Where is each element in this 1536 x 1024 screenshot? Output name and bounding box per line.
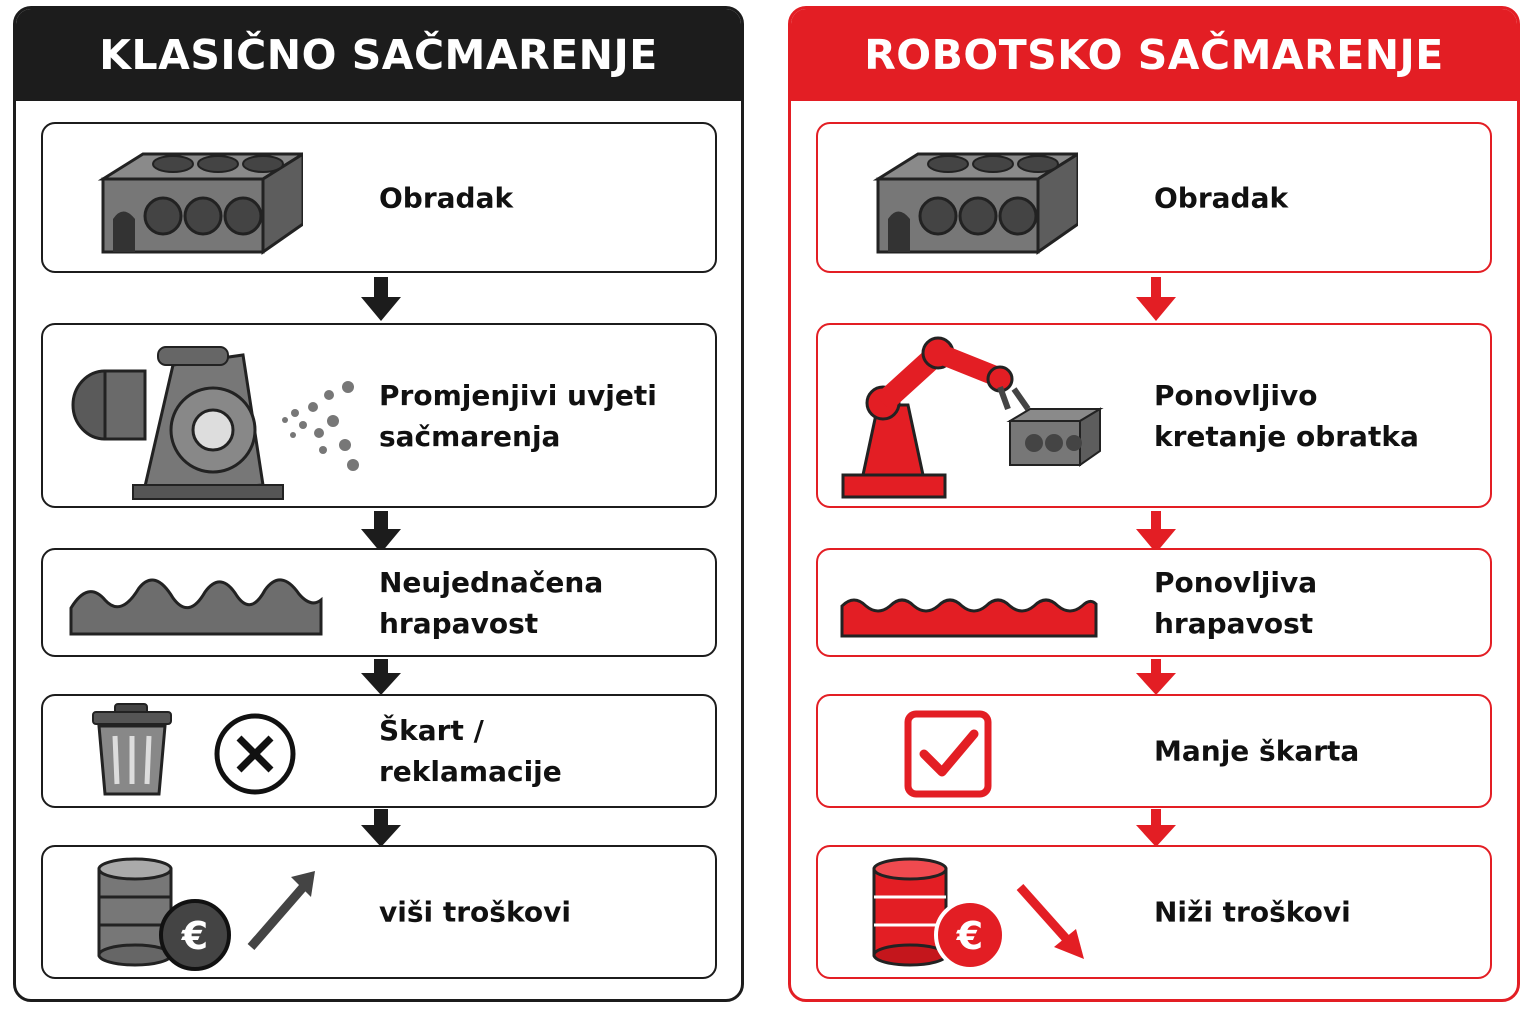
classic-panel-title: KLASIČNO SAČMARENJE: [16, 9, 741, 101]
flow-arrow-down-icon: [1136, 277, 1176, 323]
classic-step-roughness: [41, 548, 717, 657]
checkbox-icon: [838, 696, 1118, 810]
coins-euro-arrow-up-icon: [63, 847, 343, 981]
robotic-step-label: Ponovljiva hrapavost: [1154, 565, 1318, 640]
uniform-roughness-profile-icon: [838, 550, 1098, 659]
coins-euro-arrow-down-icon: [838, 847, 1118, 981]
flow-arrow-down-icon: [1136, 659, 1176, 697]
robot-arm-icon: [838, 325, 1138, 510]
classic-step-label: Škart / reklamacije: [379, 714, 562, 788]
robotic-blasting-panel: [788, 6, 1520, 1002]
euro-symbol: €: [956, 914, 984, 958]
robotic-step-label: Ponovljivo kretanje obratka: [1154, 378, 1419, 453]
robotic-step-label: Manje škarta: [1154, 734, 1360, 768]
classic-step-costs: [41, 845, 717, 979]
classic-step-label: viši troškovi: [379, 895, 571, 929]
engine-block-icon: [838, 124, 1078, 274]
classic-step-label: Promjenjivi uvjeti sačmarenja: [379, 378, 657, 453]
flow-arrow-down-icon: [1136, 809, 1176, 849]
robotic-step-label: Obradak: [1154, 181, 1289, 214]
trash-and-reject-icon: [63, 696, 343, 810]
robotic-step-repeatable-motion: [816, 323, 1492, 508]
flow-arrow-down-icon: [361, 809, 401, 849]
robotic-step-roughness: [816, 548, 1492, 657]
classic-step-blasting-conditions: [41, 323, 717, 508]
engine-block-icon: [63, 124, 303, 274]
robotic-step-workpiece: [816, 122, 1492, 273]
shot-blasting-turbine-icon: [63, 325, 363, 510]
robotic-step-costs: [816, 845, 1492, 979]
classic-step-label: Obradak: [379, 181, 514, 214]
robotic-step-less-rejects: [816, 694, 1492, 808]
flow-arrow-down-icon: [361, 277, 401, 323]
robotic-panel-title: ROBOTSKO SAČMARENJE: [791, 9, 1517, 101]
flow-arrow-down-icon: [361, 659, 401, 697]
classic-step-label: Neujednačena hrapavost: [379, 565, 604, 640]
classic-step-workpiece: [41, 122, 717, 273]
classic-blasting-panel: [13, 6, 744, 1002]
euro-symbol: €: [181, 914, 209, 958]
classic-step-rejects: [41, 694, 717, 808]
uneven-roughness-profile-icon: [63, 550, 323, 659]
robotic-step-label: Niži troškovi: [1154, 895, 1351, 929]
